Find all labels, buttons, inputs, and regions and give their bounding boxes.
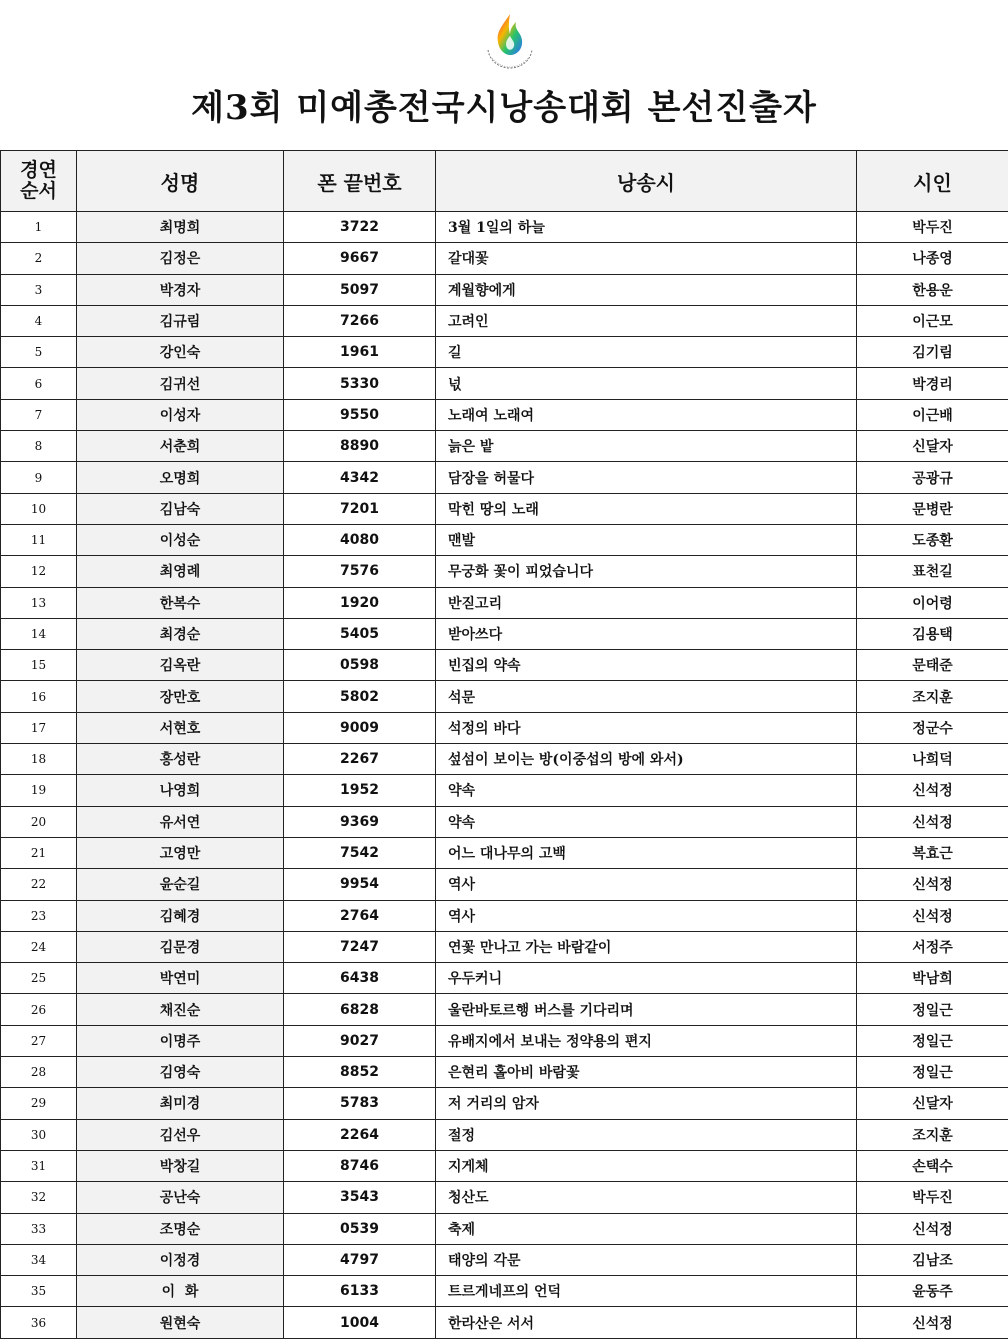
table-row [1,399,1008,430]
poet-name: 공광규 [857,462,1008,493]
poem-title: 무궁화 꽃이 피었습니다 [436,556,857,587]
poem-title: 절정 [436,1119,857,1150]
poem-title: 은현리 홀아비 바람꽃 [436,1057,857,1088]
row-number: 35 [1,1276,77,1307]
poet-name: 신달자 [857,1088,1008,1119]
row-number: 24 [1,931,77,962]
poem-title: 갈대꽃 [436,243,857,274]
poem-title: 역사 [436,869,857,900]
poet-name: 정군수 [857,712,1008,743]
row-number: 25 [1,963,77,994]
table-row [1,243,1008,274]
participant-name: 오명희 [77,462,284,493]
phone-last-digits: 1920 [284,587,436,618]
header-order [1,151,77,212]
row-number: 5 [1,337,77,368]
poet-name: 김기림 [857,337,1008,368]
poet-name: 신석정 [857,775,1008,806]
row-number: 33 [1,1213,77,1244]
row-number: 12 [1,556,77,587]
row-number: 9 [1,462,77,493]
poem-title: 섶섬이 보이는 방(이중섭의 방에 와서) [436,744,857,775]
row-number: 10 [1,493,77,524]
phone-last-digits: 7201 [284,493,436,524]
phone-last-digits: 3722 [284,212,436,243]
phone-last-digits: 9954 [284,869,436,900]
participant-name: 조명순 [77,1213,284,1244]
table-row [1,1276,1008,1307]
poem-title: 빈집의 약속 [436,650,857,681]
poem-title: 트르게네프의 언덕 [436,1276,857,1307]
table-row [1,274,1008,305]
table-row [1,587,1008,618]
poet-name: 이근배 [857,399,1008,430]
phone-last-digits: 1961 [284,337,436,368]
poem-title: 담장을 허물다 [436,462,857,493]
table-row [1,681,1008,712]
table-row [1,931,1008,962]
poet-name: 문병란 [857,493,1008,524]
table-row [1,1244,1008,1275]
table-row [1,806,1008,837]
poem-title: 역사 [436,900,857,931]
poem-title: 축제 [436,1213,857,1244]
poem-title: 청산도 [436,1182,857,1213]
poet-name: 김남조 [857,1244,1008,1275]
row-number: 23 [1,900,77,931]
phone-last-digits: 2267 [284,744,436,775]
phone-last-digits: 6133 [284,1276,436,1307]
table-row [1,994,1008,1025]
row-number: 2 [1,243,77,274]
table-row [1,900,1008,931]
row-number: 15 [1,650,77,681]
poet-name: 도종환 [857,524,1008,555]
table-row [1,712,1008,743]
row-number: 16 [1,681,77,712]
table-header-row [1,151,1008,212]
poet-name: 신석정 [857,900,1008,931]
row-number: 6 [1,368,77,399]
row-number: 32 [1,1182,77,1213]
table-row [1,212,1008,243]
table-row [1,744,1008,775]
poet-name: 정일근 [857,1025,1008,1056]
row-number: 29 [1,1088,77,1119]
phone-last-digits: 0539 [284,1213,436,1244]
poet-name: 나희덕 [857,744,1008,775]
table-row [1,524,1008,555]
phone-last-digits: 7247 [284,931,436,962]
poet-name: 신석정 [857,1213,1008,1244]
participant-name: 장만호 [77,681,284,712]
table-row [1,431,1008,462]
participant-name: 채진순 [77,994,284,1025]
row-number: 7 [1,399,77,430]
participant-name: 이성순 [77,524,284,555]
row-number: 11 [1,524,77,555]
row-number: 36 [1,1307,77,1338]
row-number: 30 [1,1119,77,1150]
poet-name: 정일근 [857,994,1008,1025]
poem-title: 늙은 밭 [436,431,857,462]
participant-name: 강인숙 [77,337,284,368]
phone-last-digits: 5405 [284,618,436,649]
table-row [1,556,1008,587]
row-number: 4 [1,305,77,336]
page-title: 제3회 미예총전국시낭송대회 본선진출자 [191,88,817,128]
participant-name: 박연미 [77,963,284,994]
poem-title: 넋 [436,368,857,399]
table-row [1,1088,1008,1119]
phone-last-digits: 0598 [284,650,436,681]
phone-last-digits: 5097 [284,274,436,305]
poem-title: 3월 1일의 하늘 [436,212,857,243]
poem-title: 연꽃 만나고 가는 바람같이 [436,931,857,962]
phone-last-digits: 2264 [284,1119,436,1150]
header-name: 성명 [77,151,284,212]
table-row [1,1025,1008,1056]
phone-last-digits: 8746 [284,1150,436,1181]
table-row [1,869,1008,900]
phone-last-digits: 5802 [284,681,436,712]
row-number: 28 [1,1057,77,1088]
table-row [1,775,1008,806]
table-row [1,337,1008,368]
poet-name: 조지훈 [857,1119,1008,1150]
organization-logo [472,10,548,76]
poet-name: 신달자 [857,431,1008,462]
poem-title: 우두커니 [436,963,857,994]
row-number: 18 [1,744,77,775]
table-row [1,368,1008,399]
phone-last-digits: 9667 [284,243,436,274]
phone-last-digits: 4342 [284,462,436,493]
row-number: 20 [1,806,77,837]
phone-last-digits: 4080 [284,524,436,555]
poet-name: 박남희 [857,963,1008,994]
phone-last-digits: 9550 [284,399,436,430]
poet-name: 이어령 [857,587,1008,618]
table-row [1,1057,1008,1088]
poem-title: 고려인 [436,305,857,336]
poet-name: 윤동주 [857,1276,1008,1307]
participant-name: 이정경 [77,1244,284,1275]
poem-title: 맨발 [436,524,857,555]
phone-last-digits: 6828 [284,994,436,1025]
poet-name: 복효근 [857,837,1008,868]
participant-name: 최미경 [77,1088,284,1119]
participant-name: 나영희 [77,775,284,806]
phone-last-digits: 7542 [284,837,436,868]
row-number: 31 [1,1150,77,1181]
poem-title: 태양의 각문 [436,1244,857,1275]
phone-last-digits: 6438 [284,963,436,994]
table-row [1,837,1008,868]
phone-last-digits: 1952 [284,775,436,806]
table-row [1,618,1008,649]
participant-name: 김선우 [77,1119,284,1150]
participant-name: 김옥란 [77,650,284,681]
row-number: 8 [1,431,77,462]
poem-title: 노래여 노래여 [436,399,857,430]
participant-name: 최명희 [77,212,284,243]
header-order-label: 경연 순서 [20,159,57,202]
participant-name: 서춘희 [77,431,284,462]
participant-name: 김문경 [77,931,284,962]
participant-name: 김남숙 [77,493,284,524]
table-row [1,1307,1008,1338]
poem-title: 저 거리의 암자 [436,1088,857,1119]
poet-name: 박두진 [857,212,1008,243]
poem-title: 석문 [436,681,857,712]
participant-name: 최경순 [77,618,284,649]
phone-last-digits: 8890 [284,431,436,462]
participant-name: 유서연 [77,806,284,837]
participant-name: 김영숙 [77,1057,284,1088]
poet-name: 김용택 [857,618,1008,649]
poem-title: 받아쓰다 [436,618,857,649]
participant-name: 서현호 [77,712,284,743]
poet-name: 신석정 [857,869,1008,900]
row-number: 34 [1,1244,77,1275]
poem-title: 한라산은 서서 [436,1307,857,1338]
table-row [1,1150,1008,1181]
poet-name: 조지훈 [857,681,1008,712]
participant-name: 이성자 [77,399,284,430]
row-number: 14 [1,618,77,649]
row-number: 22 [1,869,77,900]
poem-title: 약속 [436,775,857,806]
row-number: 3 [1,274,77,305]
participant-name: 고영만 [77,837,284,868]
phone-last-digits: 2764 [284,900,436,931]
poem-title: 지게체 [436,1150,857,1181]
table-row [1,1182,1008,1213]
phone-last-digits: 9369 [284,806,436,837]
participant-name: 윤순길 [77,869,284,900]
participant-name: 공난숙 [77,1182,284,1213]
phone-last-digits: 5783 [284,1088,436,1119]
phone-last-digits: 8852 [284,1057,436,1088]
poet-name: 손택수 [857,1150,1008,1181]
phone-last-digits: 4797 [284,1244,436,1275]
poet-name: 표천길 [857,556,1008,587]
phone-last-digits: 1004 [284,1307,436,1338]
poet-name: 문태준 [857,650,1008,681]
poem-title: 계월향에게 [436,274,857,305]
poem-title: 석정의 바다 [436,712,857,743]
row-number: 1 [1,212,77,243]
participant-name: 김규림 [77,305,284,336]
participant-name: 박창길 [77,1150,284,1181]
poet-name: 신석정 [857,806,1008,837]
participant-name: 박경자 [77,274,284,305]
poem-title: 유배지에서 보내는 정약용의 편지 [436,1025,857,1056]
table-row [1,650,1008,681]
poet-name: 신석정 [857,1307,1008,1338]
phone-last-digits: 3543 [284,1182,436,1213]
table-row [1,1119,1008,1150]
poem-title: 막힌 땅의 노래 [436,493,857,524]
poet-name: 서정주 [857,931,1008,962]
poem-title: 반짇고리 [436,587,857,618]
participant-name: 김혜경 [77,900,284,931]
finalists-table [0,150,1008,1339]
participant-name: 홍성란 [77,744,284,775]
participant-name: 한복수 [77,587,284,618]
poet-name: 박경리 [857,368,1008,399]
participant-name: 김정은 [77,243,284,274]
row-number: 21 [1,837,77,868]
poet-name: 정일근 [857,1057,1008,1088]
row-number: 13 [1,587,77,618]
poem-title: 길 [436,337,857,368]
poet-name: 나종영 [857,243,1008,274]
participant-name: 이명주 [77,1025,284,1056]
poem-title: 약속 [436,806,857,837]
table-row [1,462,1008,493]
phone-last-digits: 7576 [284,556,436,587]
poem-title: 어느 대나무의 고백 [436,837,857,868]
header-poet: 시인 [857,151,1008,212]
table-row [1,493,1008,524]
phone-last-digits: 5330 [284,368,436,399]
participant-name: 원현숙 [77,1307,284,1338]
poet-name: 이근모 [857,305,1008,336]
header-phone: 폰 끝번호 [284,151,436,212]
participant-name: 이 화 [77,1276,284,1307]
participant-name: 김귀선 [77,368,284,399]
table-row [1,963,1008,994]
table-row [1,305,1008,336]
poet-name: 박두진 [857,1182,1008,1213]
header-poem: 낭송시 [436,151,857,212]
row-number: 19 [1,775,77,806]
row-number: 17 [1,712,77,743]
row-number: 27 [1,1025,77,1056]
phone-last-digits: 9027 [284,1025,436,1056]
poet-name: 한용운 [857,274,1008,305]
phone-last-digits: 7266 [284,305,436,336]
participant-name: 최영례 [77,556,284,587]
poem-title: 울란바토르행 버스를 기다리며 [436,994,857,1025]
table-row [1,1213,1008,1244]
row-number: 26 [1,994,77,1025]
phone-last-digits: 9009 [284,712,436,743]
